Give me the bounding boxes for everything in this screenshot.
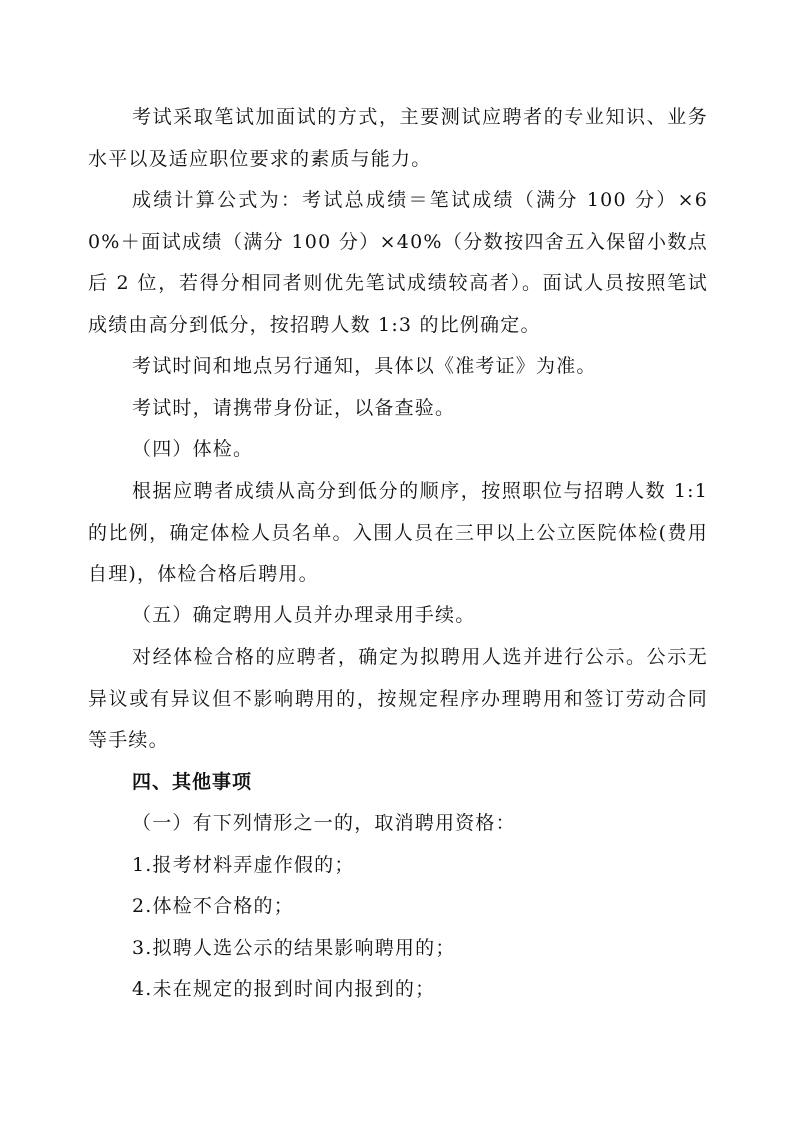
paragraph-exam-time-place: 考试时间和地点另行通知，具体以《准考证》为准。 [132,355,597,377]
section-heading-other-matters: 四、其他事项 [132,771,253,793]
section-heading-medical-exam: （四）体检。 [132,438,254,460]
paragraph-publicity: 对经体检合格的应聘者，确定为拟聘用人选并进行公示。公示无异议或有异议但不影响聘用的，按规定程序办理聘用和签订劳动合同等手续。 [88,646,708,751]
list-item-late-report: 4.未在规定的报到时间内报到的； [132,978,436,1000]
paragraph-exam-method: 考试采取笔试加面试的方式，主要测试应聘者的专业知识、业务水平以及适应职位要求的素质与能力。 [88,106,708,170]
paragraph-medical-exam: 根据应聘者成绩从高分到低分的顺序，按照职位与招聘人数 1:1 的比例，确定体检人员名单。入围人员在三甲以上公立医院体检(费用自理)，体检合格后聘用。 [88,480,708,585]
list-item-publicity-result: 3.拟聘人选公示的结果影响聘用的； [132,937,456,959]
list-item-falsified-materials: 1.报考材料弄虚作假的； [132,854,355,876]
paragraph-cancel-conditions: （一）有下列情形之一的，取消聘用资格： [132,812,516,834]
list-item-failed-medical: 2.体检不合格的； [132,895,294,917]
paragraph-score-formula: 成绩计算公式为：考试总成绩＝笔试成绩（满分 100 分）×60%＋面试成绩（满分 100 分）×40%（分数按四舍五入保留小数点后 2 位，若得分相同者则优先笔试成绩较高者）。面试人员按照笔试成绩由高分到低分，按招聘人数 1:3 的比例确定。 [88,189,708,336]
section-heading-hiring-procedures: （五）确定聘用人员并办理录用手续。 [132,604,476,626]
paragraph-bring-id: 考试时，请携带身份证，以备查验。 [132,397,456,419]
